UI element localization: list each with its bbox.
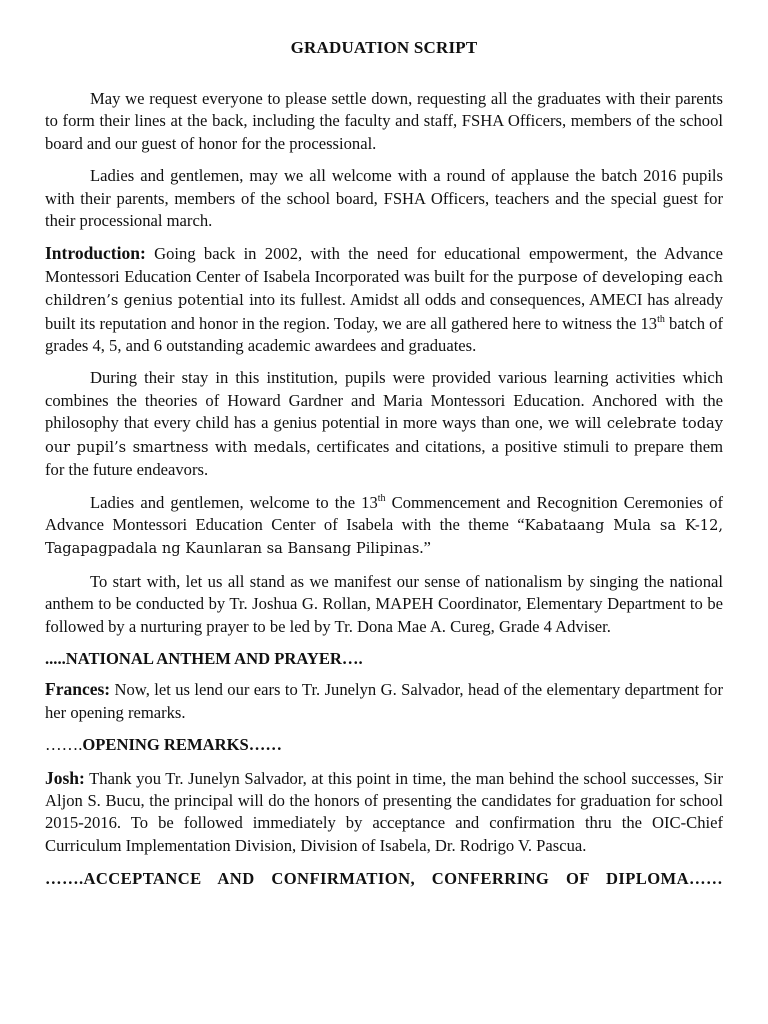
speaker-label-frances: Frances:: [45, 679, 111, 700]
josh-text: Thank you Tr. Junelyn Salvador, at this point in time, the man behind the school successes, Sir Aljon S. Bucu, the principal will do the honors of presenting the candidates for graduation for school 2015-2016. To be followed immediately by acceptance and confirmation thru the OIC-Chief Curriculum Implementation Division, Division of Isabela, Dr. Rodrigo V. Pascua.: [45, 768, 723, 855]
intro-text-2: nto its fullest. Amidst all odds and consequences, AMECI has already built its reputation and honor in the region. Today, we are all gathered here to witness the 13: [45, 290, 723, 333]
paragraph-learning-activities: [45, 367, 723, 481]
p4-text-2: , certificates and citations, a positive stimuli to prepare them for the future endeavors.: [45, 436, 723, 480]
cue-acceptance-confirmation: …….ACCEPTANCE AND CONFIRMATION, CONFERRING OF DIPLOMA……: [45, 869, 723, 889]
cue-opening-text: OPENING REMARKS……: [82, 735, 282, 755]
p5-theme: Kabataang Mula sa K-12, Tagapagpadala ng Kaunlaran sa Bansang Pilipinas: [45, 516, 723, 558]
paragraph-processional-request: May we request everyone to please settle down, requesting all the graduates with their parents to form their lines at the back, including the faculty and staff, FSHA Officers, members of the school board and our guest of honor for the processional.: [45, 89, 723, 153]
cue-opening-remarks: [45, 734, 723, 756]
p5-superscript: th: [377, 492, 386, 504]
cue-national-anthem: .....NATIONAL ANTHEM AND PRAYER….: [45, 648, 363, 668]
paragraph-introduction: [45, 242, 723, 357]
paragraph-commencement-welcome: [45, 492, 723, 561]
p4-text-1: During their stay in this institution, pupils were provided various learning activities which combines the theories of Howard Gardner and Maria Montessori Education. Anchored with the philosophy that every child has a genius potential in more ways than one,: [45, 368, 723, 433]
paragraph-josh: [45, 767, 723, 858]
p5-text-3: .”: [419, 538, 431, 558]
document-title: GRADUATION SCRIPT: [290, 38, 478, 57]
speaker-label-introduction: Introduction:: [45, 243, 146, 264]
intro-text-3: batch of grades 4, 5, and 6 outstanding academic awardees and graduates.: [45, 313, 723, 356]
p5-text-2: Commencement and Recognition Ceremonies of Advance Montessori Education Center of Isabela with the theme “: [45, 492, 723, 534]
intro-superscript: th: [657, 313, 665, 325]
p4-highlight: we will celebrate today our pupil’s smartness with medals: [45, 415, 723, 456]
intro-highlight: purpose of developing each children’s genius potential i: [45, 268, 723, 310]
paragraph-frances: [45, 678, 723, 724]
p5-text-1: Ladies and gentlemen, welcome to the 13: [90, 492, 378, 512]
cue-opening-dots: …….: [45, 735, 83, 755]
frances-text: Now, let us lend our ears to Tr. Junelyn G. Salvador, head of the elementary department for her opening remarks.: [45, 680, 723, 722]
speaker-label-josh: Josh:: [45, 767, 85, 788]
paragraph-national-anthem: To start with, let us all stand as we manifest our sense of nationalism by singing the national anthem to be conducted by Tr. Joshua G. Rollan, MAPEH Coordinator, Elementary Department to be followed by a nurturing prayer to be led by Tr. Dona Mae A. Cureg, Grade 4 Adviser.: [45, 571, 723, 636]
intro-text-1: Going back in 2002, with the need for educational empowerment, the Advance Montessori Education Center of Isabela Incorporated was built for the: [45, 244, 723, 286]
paragraph-welcome-applause: Ladies and gentlemen, may we all welcome with a round of applause the batch 2016 pupils with their parents, members of the school board, FSHA Officers, teachers and the special guest for their processional march.: [45, 166, 723, 231]
